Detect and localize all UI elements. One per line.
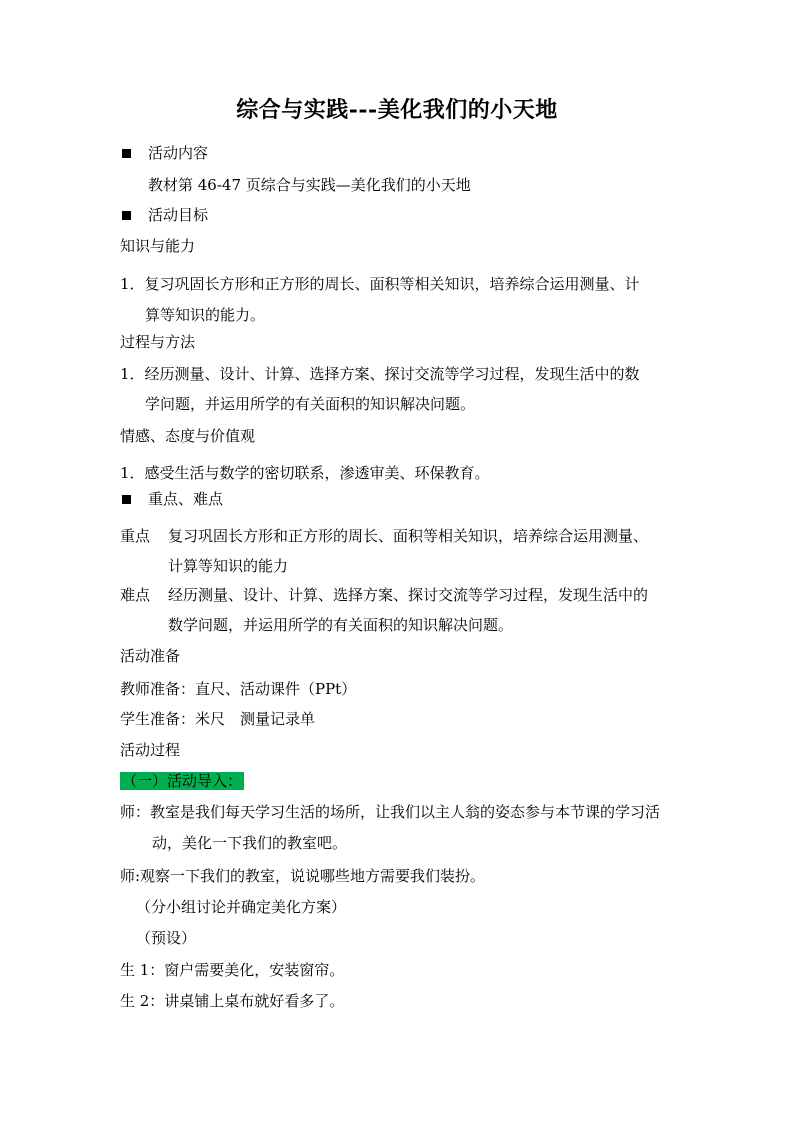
student1-line: 生 1：窗户需要美化，安装窗帘。 xyxy=(120,961,345,979)
section-heading: 重点、难点 xyxy=(148,490,224,508)
group-note: （分小组讨论并确定美化方案） xyxy=(136,898,347,916)
key-point-text: 复习巩固长方形和正方形的周长、面积等相关知识，培养综合运用测量、 xyxy=(168,527,649,545)
difficult-point-line1 xyxy=(120,585,648,605)
teacher-line1-cont: 动，美化一下我们的教室吧。 xyxy=(152,834,348,852)
teacher-line1: 师：教室是我们每天学习生活的场所，让我们以主人翁的姿态参与本节课的学习活 xyxy=(120,803,661,821)
section-heading: 活动目标 xyxy=(148,206,209,224)
difficult-point-line2: 数学问题，并运用所学的有关面积的知识解决问题。 xyxy=(168,616,514,634)
section-activity-goals xyxy=(120,205,208,225)
knowledge-heading: 知识与能力 xyxy=(120,237,196,255)
key-point-line1 xyxy=(120,526,648,546)
teacher-line2: 师:观察一下我们的教室，说说哪些地方需要我们装扮。 xyxy=(120,867,486,885)
teacher-prep: 教师准备：直尺、活动课件（PPt） xyxy=(120,680,357,698)
difficult-point-label: 难点 xyxy=(120,586,151,604)
student-prep: 学生准备：米尺 测量记录单 xyxy=(120,710,316,728)
preset-note: （预设） xyxy=(136,929,197,947)
process-item-line1: 1．经历测量、设计、计算、选择方案、探讨交流等学习过程，发现生活中的数 xyxy=(120,365,640,383)
document-title: 综合与实践---美化我们的小天地 xyxy=(236,97,558,123)
activity-process-heading: 活动过程 xyxy=(120,741,181,759)
knowledge-item-line2: 算等知识的能力。 xyxy=(145,306,266,324)
square-bullet-icon xyxy=(122,495,131,504)
key-point-line2: 计算等知识的能力 xyxy=(168,557,289,575)
section-activity-content xyxy=(120,143,208,163)
section-keypoints xyxy=(120,489,223,509)
highlighted-step-heading: （一）活动导入： xyxy=(122,772,243,790)
square-bullet-icon xyxy=(122,211,131,220)
knowledge-item-line1: 1．复习巩固长方形和正方形的周长、面积等相关知识，培养综合运用测量、计 xyxy=(120,275,640,293)
student2-line: 生 2：讲桌铺上桌布就好看多了。 xyxy=(120,992,345,1010)
content-text: 教材第 46-47 页综合与实践—美化我们的小天地 xyxy=(148,176,471,194)
emotion-item: 1．感受生活与数学的密切联系，渗透审美、环保教育。 xyxy=(120,464,490,482)
step1-heading xyxy=(120,771,244,791)
process-item-line2: 学问题，并运用所学的有关面积的知识解决问题。 xyxy=(145,395,476,413)
difficult-point-text: 经历测量、设计、计算、选择方案、探讨交流等学习过程，发现生活中的 xyxy=(168,586,649,604)
prep-heading: 活动准备 xyxy=(120,647,181,665)
section-heading: 活动内容 xyxy=(148,144,209,162)
key-point-label: 重点 xyxy=(120,527,151,545)
emotion-heading: 情感、态度与价值观 xyxy=(120,427,256,445)
square-bullet-icon xyxy=(122,149,131,158)
process-heading: 过程与方法 xyxy=(120,333,196,351)
